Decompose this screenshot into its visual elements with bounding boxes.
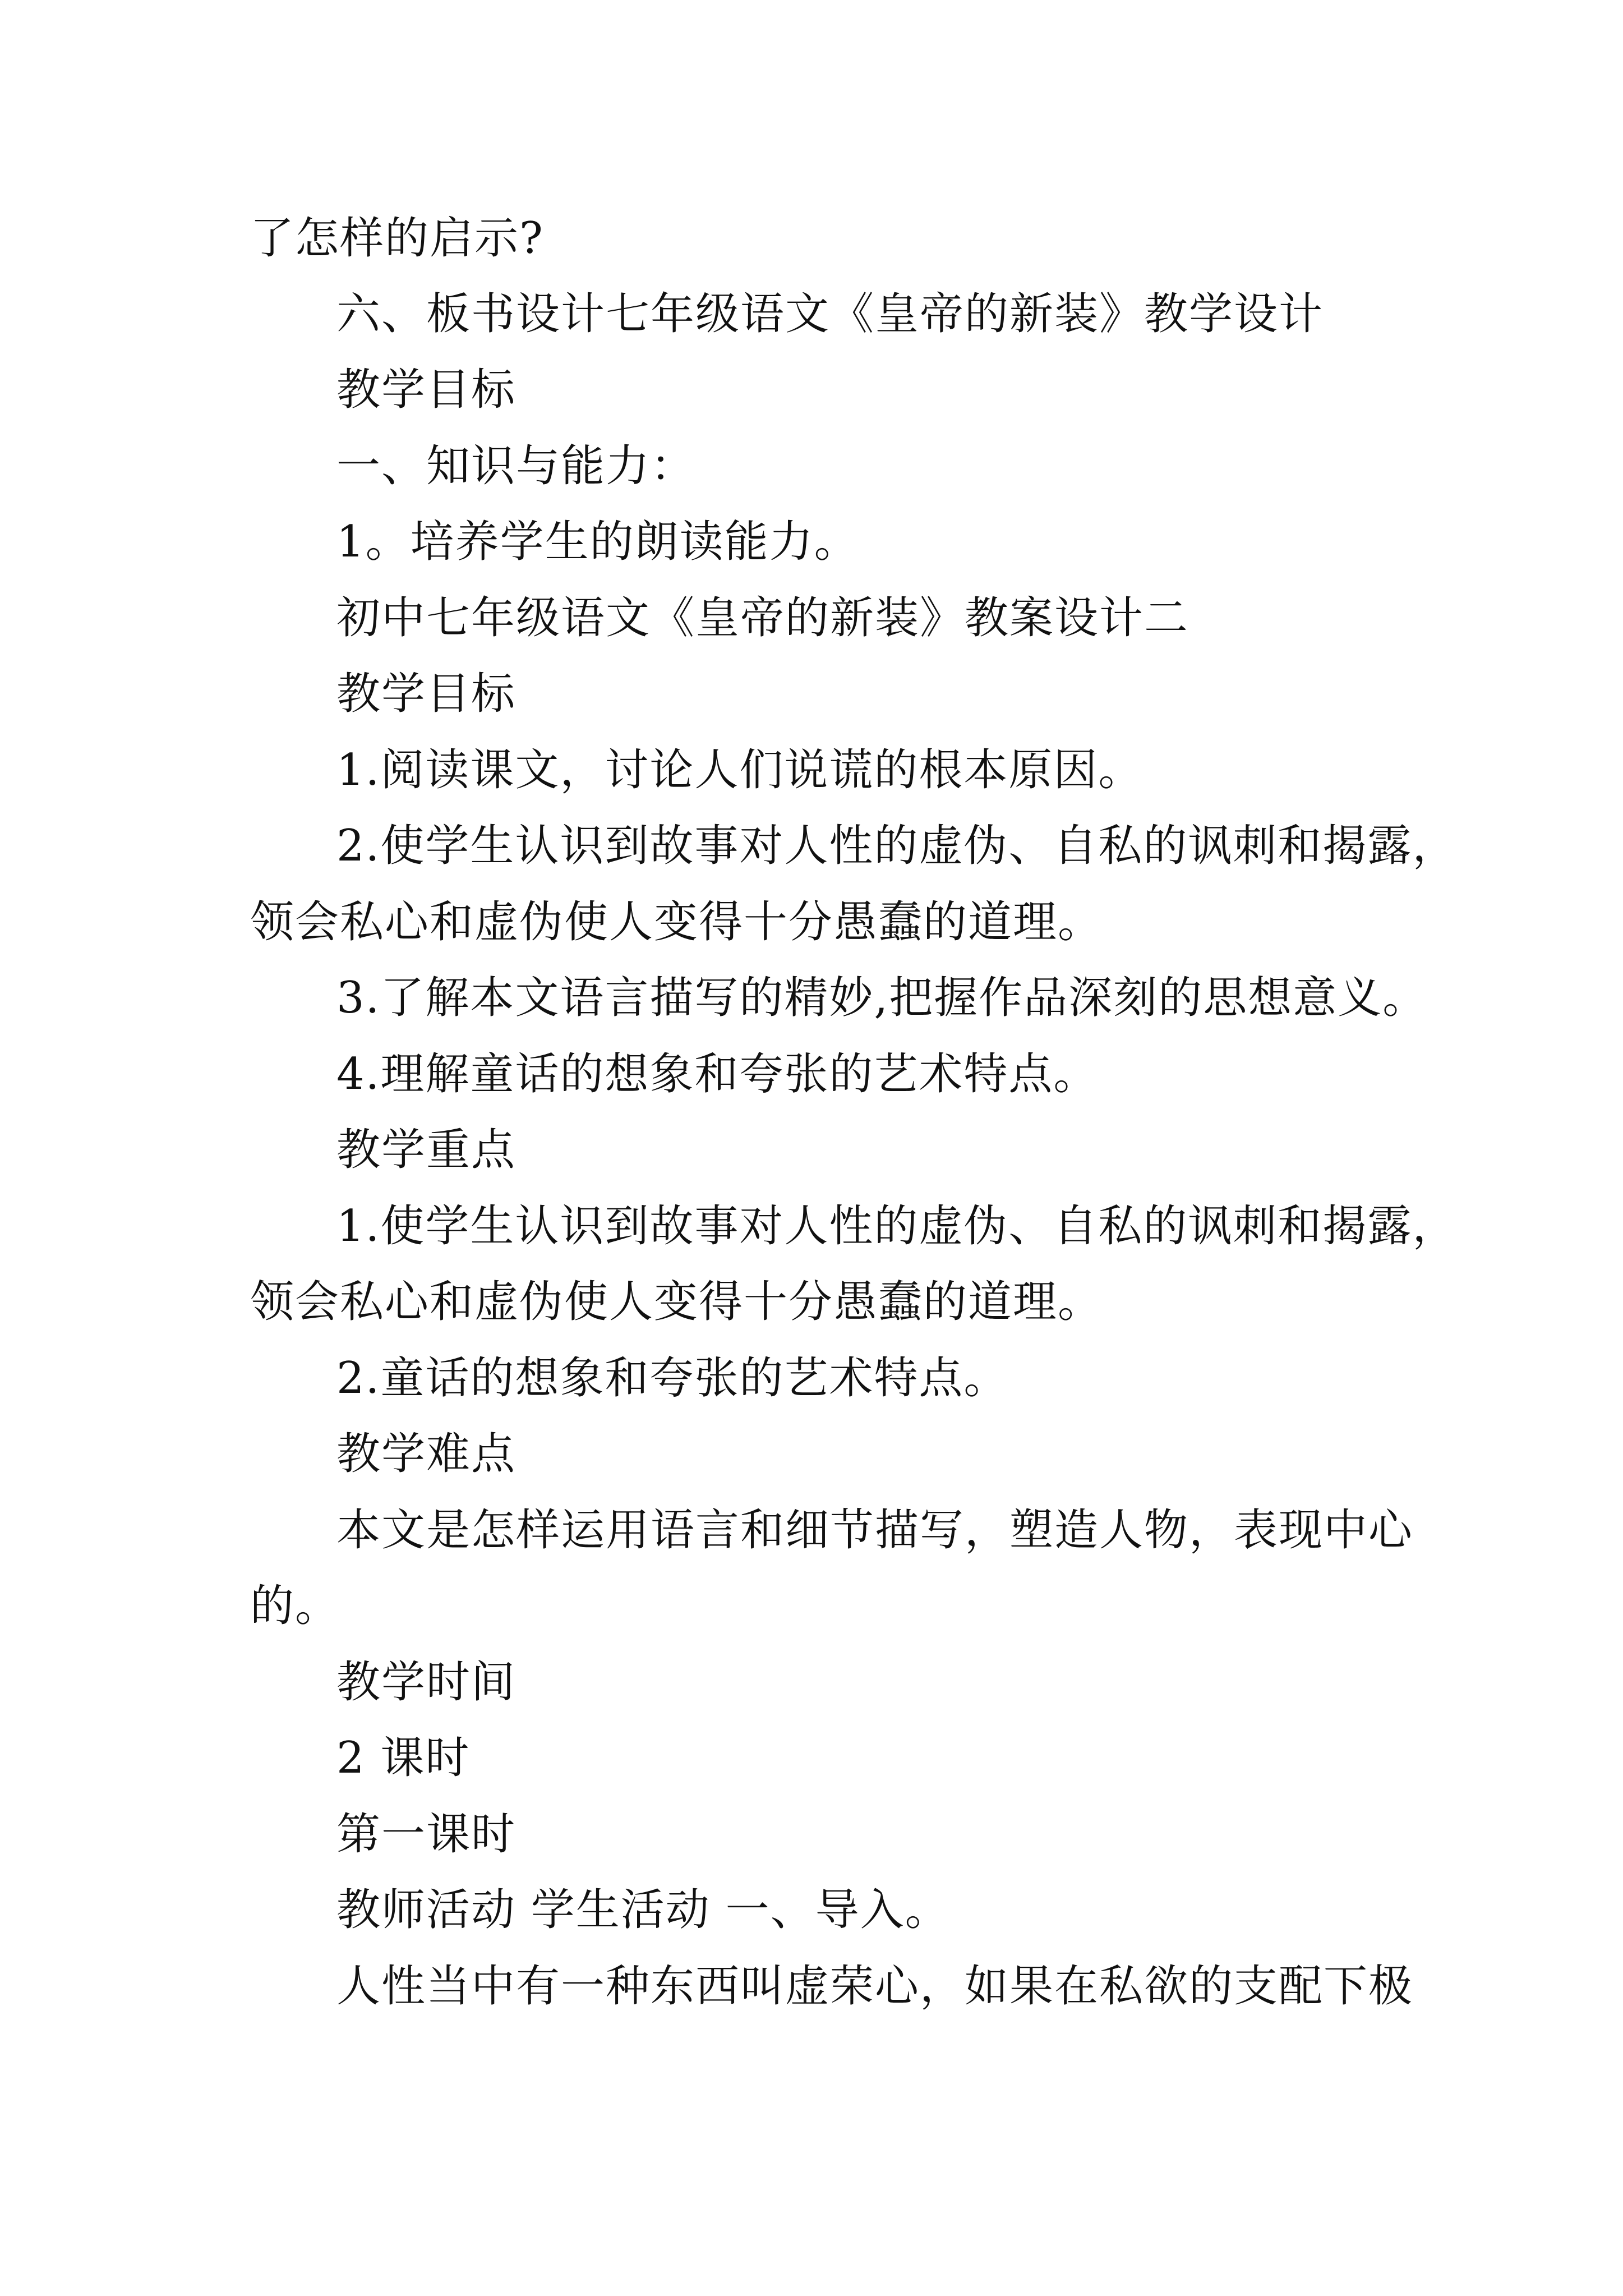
text-line: 2.使学生认识到故事对人性的虚伪、自私的讽刺和揭露， <box>336 821 1458 871</box>
text-line: 1.使学生认识到故事对人性的虚伪、自私的讽刺和揭露， <box>336 1201 1458 1251</box>
text-line: 教师活动 学生活动 一、导入。 <box>336 1885 950 1935</box>
text-line: 领会私心和虚伪使人变得十分愚蠢的道理。 <box>250 897 1103 947</box>
text-line: 1。培养学生的朗读能力。 <box>336 517 859 567</box>
text-line: 教学目标 <box>336 669 517 719</box>
text-line: 六、板书设计七年级语文《皇帝的新装》教学设计 <box>336 289 1324 339</box>
text-line: 人性当中有一种东西叫虚荣心，如果在私欲的支配下极 <box>336 1961 1414 2012</box>
text-line: 的。 <box>250 1581 340 1631</box>
text-line: 3.了解本文语言描写的精妙,把握作品深刻的思想意义。 <box>336 973 1428 1023</box>
text-line: 教学难点 <box>336 1429 517 1479</box>
text-line: 2.童话的想象和夸张的艺术特点。 <box>336 1353 1009 1404</box>
text-line: 了怎样的启示? <box>250 213 544 264</box>
text-line: 2 课时 <box>336 1733 471 1783</box>
text-line: 1.阅读课文，讨论人们说谎的根本原因。 <box>336 745 1144 795</box>
text-line: 初中七年级语文《皇帝的新装》教案设计二 <box>336 593 1189 643</box>
text-line: 领会私心和虚伪使人变得十分愚蠢的道理。 <box>250 1277 1103 1327</box>
text-line: 教学重点 <box>336 1125 517 1175</box>
text-line: 教学时间 <box>336 1657 517 1708</box>
text-line: 第一课时 <box>336 1809 517 1860</box>
text-line: 本文是怎样运用语言和细节描写，塑造人物，表现中心 <box>336 1505 1414 1556</box>
text-line: 教学目标 <box>336 365 517 415</box>
text-line: 4.理解童话的想象和夸张的艺术特点。 <box>336 1049 1099 1099</box>
text-line: 一、知识与能力： <box>336 441 696 491</box>
